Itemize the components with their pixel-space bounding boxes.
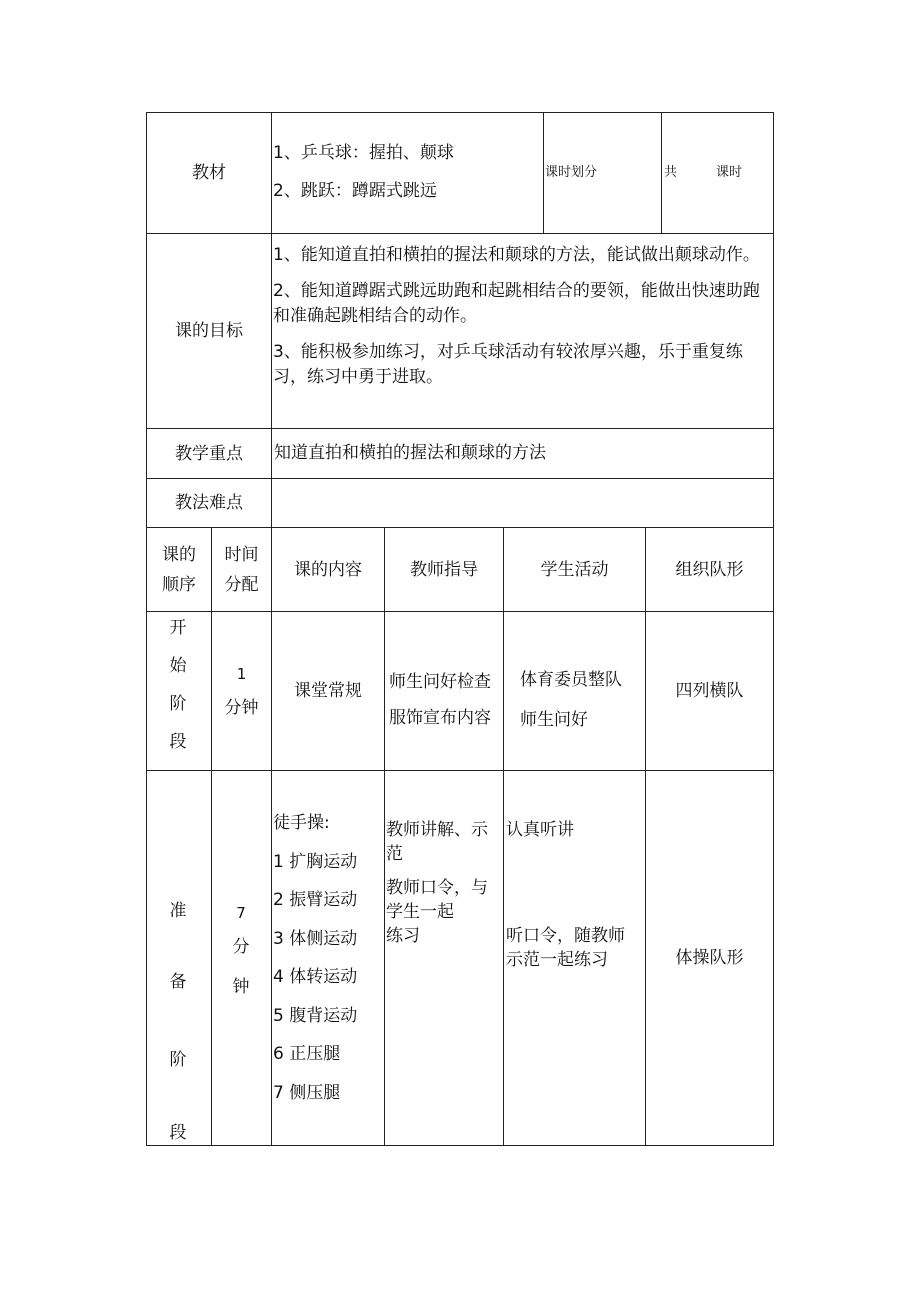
content-teacher-divider	[384, 527, 385, 1146]
hours-value-divider	[661, 112, 662, 233]
goal-item-2: 2、能知道蹲踞式跳远助跑和起跳相结合的要领，能做出快速助跑和准确起跳相结合的动作。	[273, 281, 760, 326]
stage2-content	[273, 804, 383, 1112]
material-label-text: 教材	[192, 163, 226, 183]
goal-item-1: 1、能知道直拍和横拍的握法和颠球的方法，能试做出颠球动作。	[273, 245, 760, 265]
hours-total	[664, 161, 772, 185]
difficulty-label: 教法难点	[175, 493, 243, 513]
col-formation-header: 组织队形	[675, 559, 744, 580]
list-item: 1 扩胸运动	[273, 851, 358, 872]
table-border-right	[773, 112, 774, 1146]
col-time-header: 时间 分配	[224, 544, 259, 595]
col-content-header: 课的内容	[294, 559, 362, 580]
stage2-name: 准 备 阶 段	[169, 901, 187, 1143]
list-item: 7 侧压腿	[273, 1082, 341, 1103]
list-item: 6 正压腿	[273, 1044, 341, 1064]
hours-label: 课时划分	[545, 165, 598, 180]
hours-total-suffix: 课时	[716, 165, 743, 180]
stage1-content: 课堂常规	[294, 681, 362, 701]
goals-list	[273, 243, 771, 390]
material-value	[273, 141, 541, 203]
stage2-formation: 体操队形	[675, 948, 744, 968]
stage1-formation: 四列横队	[675, 681, 744, 701]
goals-label: 课的目标	[175, 321, 243, 341]
hours-total-prefix: 共	[664, 165, 678, 180]
focus-value: 知道直拍和横拍的握法和颠球的方法	[274, 443, 546, 463]
focus-label: 教学重点	[175, 443, 243, 464]
col-student-header: 学生活动	[540, 559, 609, 580]
stage1-student: 体育委员整队 师生问好	[520, 670, 622, 730]
list-item: 3 体侧运动	[273, 928, 358, 949]
stage2-teacher: 教师讲解、示 范 教师口令，与 学生一起 练习	[386, 820, 488, 946]
material-line-1: 1、乒乓球：握拍、颠球	[273, 143, 454, 163]
list-item: 4 体转运动	[273, 967, 358, 987]
stage1-time: 1 分钟	[224, 665, 259, 718]
col-teacher-header: 教师指导	[410, 559, 478, 580]
stage1-name: 开 始 阶 段	[169, 618, 187, 752]
list-item: 5 腹背运动	[273, 1005, 358, 1026]
material-line-2: 2、跳跃：蹲踞式跳远	[273, 181, 437, 201]
col-order-header: 课的 顺序	[162, 544, 196, 595]
stage2-student: 认真听讲 听口令，随教师 示范一起练习	[506, 820, 625, 970]
goal-item-3: 3、能积极参加练习，对乒乓球活动有较浓厚兴趣，乐于重复练习，练习中勇于进取。	[273, 342, 743, 387]
list-item: 2 振臂运动	[273, 890, 358, 910]
table-border-bottom	[146, 1145, 774, 1146]
hours-label-divider	[543, 112, 544, 233]
list-item: 徒手操:	[273, 813, 330, 833]
material-label	[147, 113, 271, 233]
stage2-time: 7 分 钟	[232, 904, 250, 997]
teacher-student-divider	[503, 527, 504, 1146]
stage1-teacher: 师生问好检查 服饰宣布内容	[389, 672, 491, 728]
